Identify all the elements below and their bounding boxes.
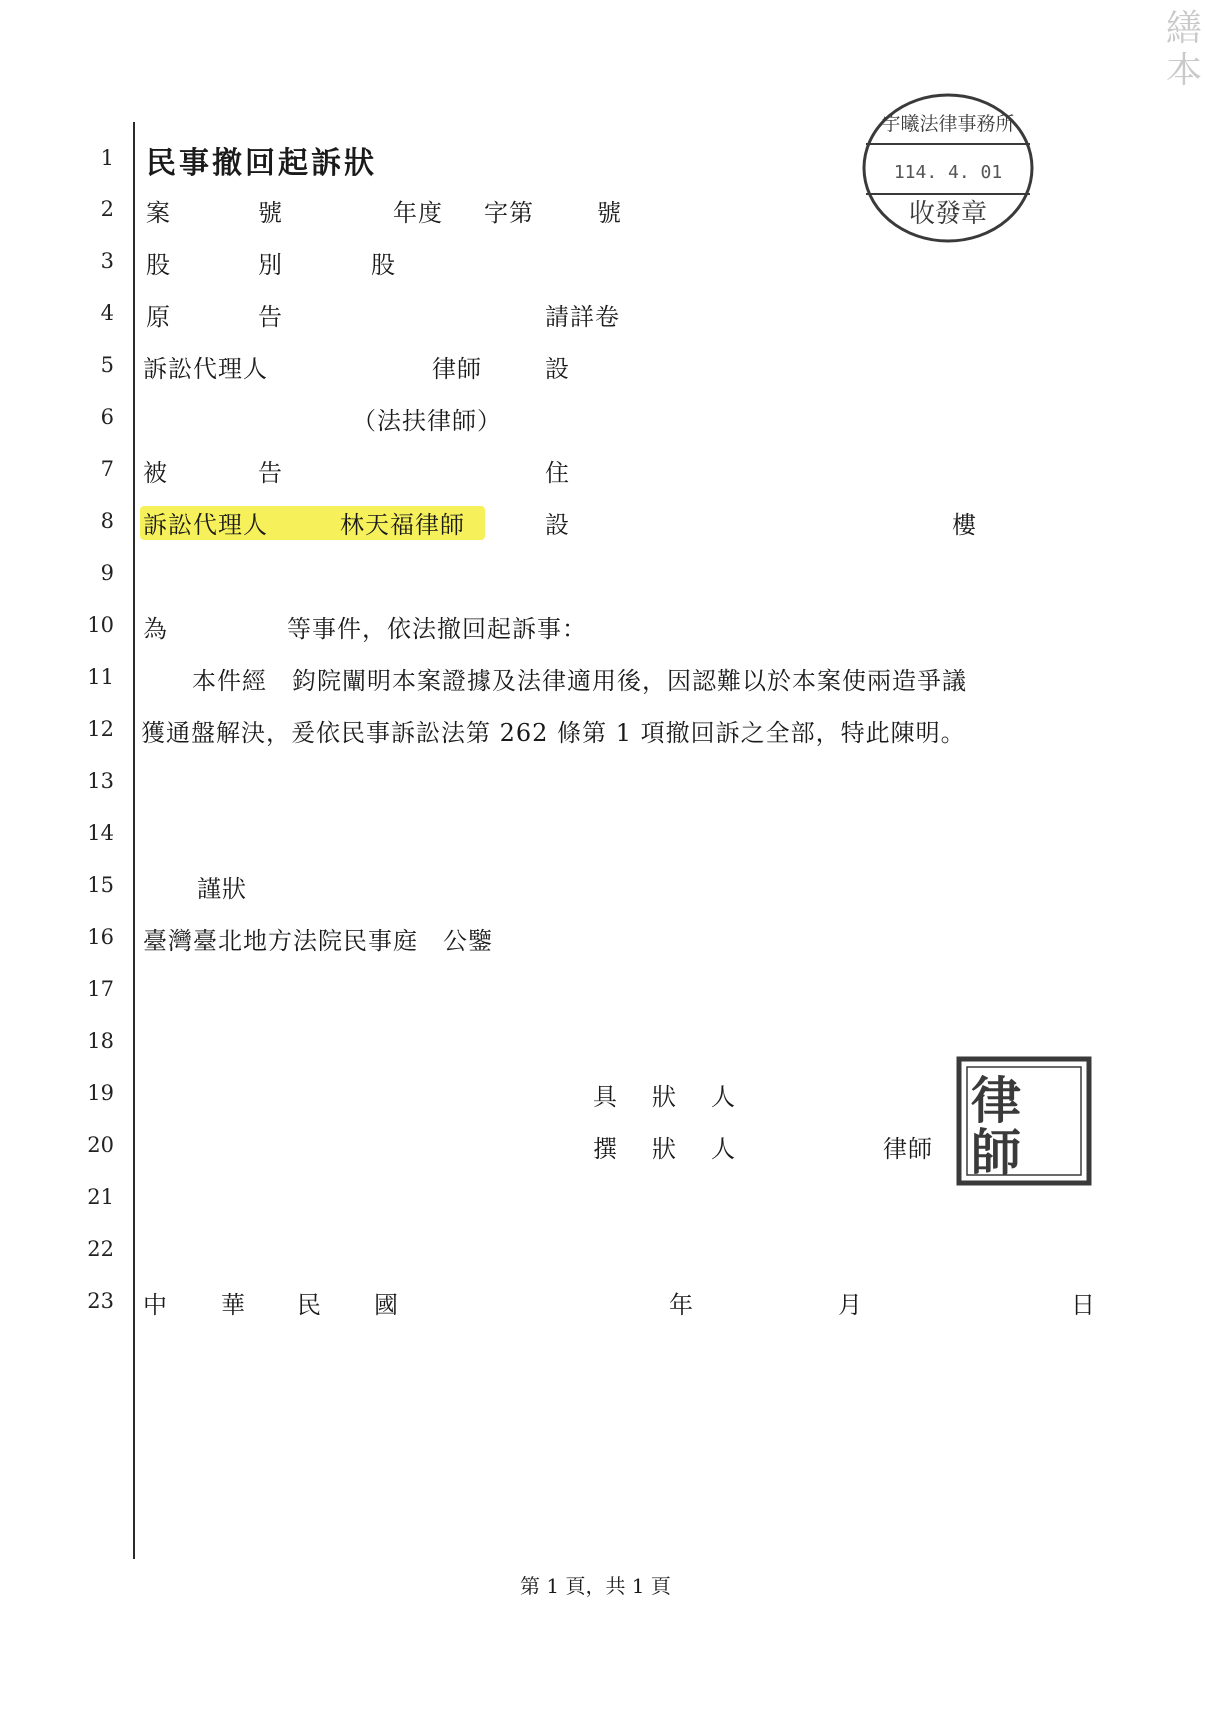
- line-number: 16: [87, 925, 114, 949]
- case-no-label: 案: [146, 199, 171, 227]
- line-number: 7: [100, 457, 114, 481]
- case-no: 號: [597, 199, 622, 227]
- date-era: 民: [297, 1291, 322, 1319]
- matter-prefix: 為: [143, 615, 168, 643]
- line-number: 5: [100, 353, 114, 377]
- line-number: 8: [100, 509, 114, 533]
- line-number: 21: [87, 1185, 114, 1209]
- division-label: 別: [258, 251, 283, 279]
- binder-mark-char: 繕: [1165, 8, 1202, 49]
- date-era: 華: [221, 1291, 246, 1319]
- case-year: 年度: [393, 199, 443, 227]
- body-paragraph-line: 本件經 鈞院闡明本案證據及法律適用後，因認難以於本案使兩造爭議: [192, 667, 967, 695]
- plaintiff-label: 告: [258, 303, 283, 331]
- defendant-agent-addr: 設: [545, 511, 570, 539]
- plaintiff-agent-label: 訴訟代理人: [143, 355, 268, 383]
- drafter-label: 狀: [652, 1135, 677, 1163]
- filer-label: 具: [593, 1083, 618, 1111]
- defendant-label: 被: [143, 459, 168, 487]
- page-footer: 第 1 頁，共 1 頁: [520, 1574, 671, 1598]
- lawyer-seal: [956, 1056, 1092, 1186]
- filer-label: 狀: [652, 1083, 677, 1111]
- drafter-label: 人: [711, 1135, 736, 1163]
- division-value: 股: [371, 251, 396, 279]
- case-no-label: 號: [258, 199, 283, 227]
- line-number: 1: [100, 146, 114, 170]
- line-number: 14: [87, 821, 114, 845]
- date-year: 年: [669, 1291, 694, 1319]
- line-number: 22: [87, 1237, 114, 1261]
- binder-mark: [1164, 8, 1204, 92]
- plaintiff-agent-firm: （法扶律師）: [352, 407, 502, 435]
- received-stamp-label: 收發章: [908, 199, 988, 229]
- date-month: 月: [838, 1291, 863, 1319]
- drafter-title: 律師: [883, 1135, 933, 1163]
- line-number: 12: [87, 717, 114, 741]
- line-number: 23: [87, 1289, 114, 1313]
- defendant-agent-floor: 樓: [952, 511, 977, 539]
- matter-suffix: 等事件，依法撤回起訴事：: [287, 615, 587, 643]
- line-number: 11: [87, 665, 114, 689]
- court-addressee: 臺灣臺北地方法院民事庭 公鑒: [143, 927, 493, 955]
- body-paragraph-line: 獲通盤解決，爰依民事訴訟法第 262 條第 1 項撤回訴之全部，特此陳明。: [141, 719, 966, 747]
- line-number: 4: [100, 301, 114, 325]
- received-stamp-firm: 宇曦法律事務所: [881, 113, 1015, 135]
- line-number: 18: [87, 1029, 114, 1053]
- received-stamp: [858, 88, 1038, 246]
- plaintiff-agent-title: 律師: [432, 355, 482, 383]
- line-number: 15: [87, 873, 114, 897]
- margin-line: [133, 122, 135, 1559]
- line-number: 13: [87, 769, 114, 793]
- lawyer-seal-char: 律: [971, 1071, 1021, 1130]
- line-number: 17: [87, 977, 114, 1001]
- defendant-label: 告: [258, 459, 283, 487]
- document-title: 民事撤回起訴狀: [146, 146, 377, 181]
- line-number: 10: [87, 613, 114, 637]
- defendant-agent-label: 訴訟代理人: [143, 511, 268, 539]
- case-char: 字第: [484, 199, 534, 227]
- defendant-agent-name: 林天福律師: [340, 511, 465, 539]
- filer-label: 人: [711, 1083, 736, 1111]
- binder-mark-char: 本: [1165, 50, 1202, 91]
- line-number: 2: [100, 197, 114, 221]
- date-era: 國: [374, 1291, 399, 1319]
- date-era: 中: [143, 1291, 168, 1319]
- line-number: 19: [87, 1081, 114, 1105]
- line-number: 3: [100, 249, 114, 273]
- date-day: 日: [1071, 1291, 1096, 1319]
- line-number: 20: [87, 1133, 114, 1157]
- line-number: 6: [100, 405, 114, 429]
- defendant-addr: 住: [545, 459, 570, 487]
- respectfully-text: 謹狀: [197, 875, 247, 903]
- plaintiff-note: 請詳卷: [545, 303, 620, 331]
- drafter-label: 撰: [593, 1135, 618, 1163]
- division-label: 股: [146, 251, 171, 279]
- lawyer-seal-char: 師: [971, 1123, 1021, 1182]
- received-stamp-date: 114. 4. 01: [893, 162, 1003, 183]
- line-number: 9: [100, 561, 114, 585]
- plaintiff-agent-addr: 設: [545, 355, 570, 383]
- plaintiff-label: 原: [146, 303, 171, 331]
